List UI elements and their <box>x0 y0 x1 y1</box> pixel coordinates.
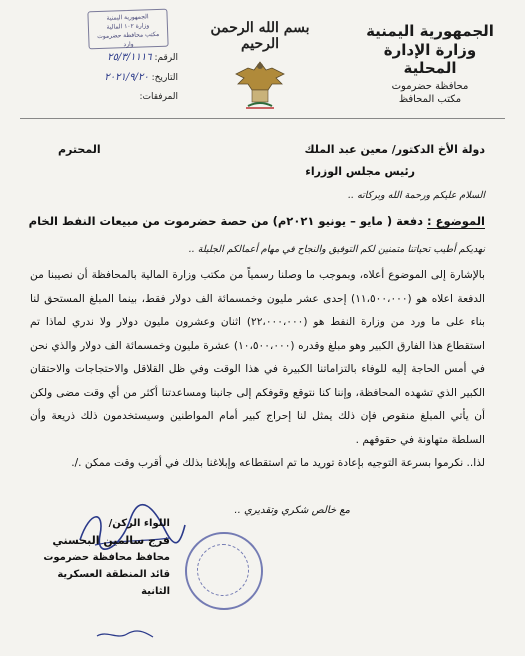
ref-attachments-row <box>88 92 178 102</box>
intro-line: نهديكم أطيب تحياتنا متمنين لكم التوفيق والنجاح في مهام أعمالكم الجليلة .. <box>188 244 485 255</box>
ref-date-row <box>88 72 178 83</box>
subject-text: دفعة ( مايو – يونيو ٢٠٢١م) من حصة حضرموت من مبيعات النفط الخام <box>28 214 424 228</box>
stamp-line-1: الجمهورية اليمنية <box>106 13 149 22</box>
letterhead-right <box>355 22 505 105</box>
received-stamp <box>87 9 168 50</box>
body-paragraph-2: لذا.. نكرموا بسرعة التوجيه بإعادة توريد ما تم استقطاعه وإبلاغنا بذلك في أقرب وقت ممكن ./. <box>71 457 485 469</box>
signatory-name: فرج سالمين البحسني <box>52 534 170 547</box>
stamp-line-4: وارد <box>123 40 134 49</box>
ref-date-label: التاريخ: <box>151 73 178 83</box>
recipient-honorific: المحترم <box>58 143 101 156</box>
signatory-title-1: محافظ محافظة حضرموت <box>43 552 170 563</box>
signatory-title-2: قائد المنطقة العسكرية الثانية <box>57 569 170 597</box>
ref-number-row <box>88 52 178 63</box>
letterhead-center <box>200 20 320 116</box>
subject-line <box>15 214 485 228</box>
basmala: بسم الله الرحمن الرحيم <box>210 20 310 52</box>
signatory-block <box>40 515 170 600</box>
eagle-emblem-icon <box>228 56 292 112</box>
ref-number-value: ٢٥/٣/١١١٦ <box>107 52 152 63</box>
seal-inner-ring <box>197 544 249 596</box>
letterhead-governorate: محافظة حضرموت <box>391 81 469 92</box>
greeting: السلام عليكم ورحمة الله وبركاته .. <box>348 190 485 201</box>
stamp-line-2: وزارة ١٠٢ المالية <box>106 22 150 31</box>
handwritten-mark-icon <box>95 628 155 642</box>
ref-number-label: الرقم: <box>154 53 178 63</box>
ref-attachments-label: المرفقات: <box>139 92 178 102</box>
closing-thanks: مع خالص شكري وتقديري .. <box>234 505 350 516</box>
signatory-rank: اللواء الركن/ <box>108 518 170 529</box>
body-paragraph-1: بالإشارة إلى الموضوع أعلاه، وبموجب ما وصلنا رسمياً من مكتب وزارة المالية بالمحافظة أن نصيبنا من الدفعة اعلاه هو (١١،٥٠٠،٠٠٠) إحدى عشر مليون وخمسمائة الف دولار فقط، بينما المبلغ المستحق لنا بناء على ما ورد من وزارة النفط هو (٢٢،٠٠٠،٠٠٠) اثنان وعشرون مليون دولار ولا ندري لماذا تم استقطاع هذا الفارق الكبير وهو مبلغ وقدره (١٠،٥٠٠،٠٠٠) عشرة مليون وخمسمائة الف دولار والذي نحن في أمس الحاجة إليه للوفاء بالتزاماتنا الكبيرة في هذا الوقت وفي ظل القلاقل والاحتجاجات والاحتقان الكبير الذي تشهده المحافظة، وإننا كنا نتوقع وقوفكم إلى جانبنا ومساعدتنا أكثر من أي وقت مضى ولكن أن يأتي المبلغ منقوص فإن ذلك يمثل لنا إحراج كبير أمام المواطنين وسيستخدمون ذلك ذريعة وأن السلطة متهاونة في حقوقهم . <box>30 269 486 446</box>
official-seal-icon <box>185 532 263 610</box>
letterhead-office: مكتب المحافظ <box>398 94 462 105</box>
letterhead-country: الجمهورية اليمنية <box>366 22 494 40</box>
ref-date-value: ٢٠٢١/٩/٢٠ <box>104 72 149 83</box>
recipient-name: دولة الأخ الدكتور/ معين عبد الملك <box>304 143 485 156</box>
stamp-line-3: مكتب محافظة حضرموت <box>97 30 160 41</box>
subject-label: الموضوع : <box>427 214 485 228</box>
header-divider <box>20 118 505 119</box>
recipient-title: رئيس مجلس الوزراء <box>305 165 415 178</box>
letterhead-ministry: وزارة الإدارة المحلية <box>383 41 477 77</box>
